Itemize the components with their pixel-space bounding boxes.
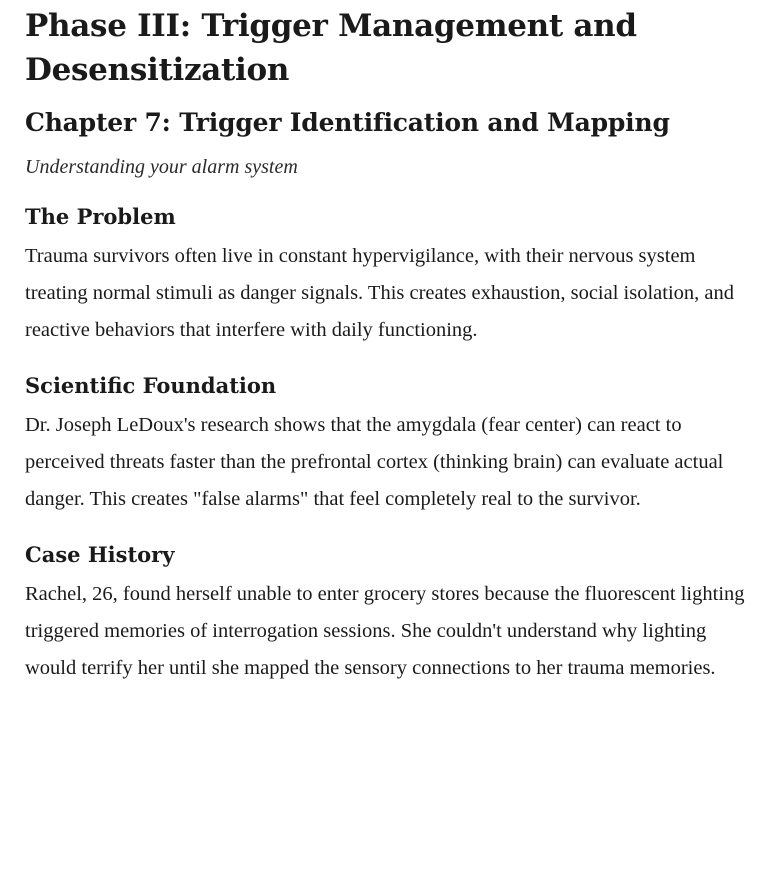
section-scientific-foundation (25, 371, 749, 518)
chapter-title: Chapter 7: Trigger Identification and Mapping (25, 108, 670, 137)
section-heading: Case History (25, 542, 175, 567)
section-body: Rachel, 26, found herself unable to enter grocery stores because the fluorescent lighting triggered memories of interrogation sessions. She couldn't understand why lighting would terrify her until she mapped the sensory connections to her trauma memories. (25, 583, 745, 679)
phase-title: Phase III: Trigger Management and Desensitization (25, 8, 637, 88)
section-heading: The Problem (25, 204, 176, 229)
section-body: Dr. Joseph LeDoux's research shows that the amygdala (fear center) can react to perceived threats faster than the prefrontal cortex (thinking brain) can evaluate actual danger. This creates "false alarms" that feel completely real to the survivor. (25, 414, 724, 510)
section-body: Trauma survivors often live in constant hypervigilance, with their nervous system treating normal stimuli as danger signals. This creates exhaustion, social isolation, and reactive behaviors that interfere with daily functioning. (25, 245, 734, 341)
section-heading: Scientific Foundation (25, 373, 277, 398)
chapter-subtitle: Understanding your alarm system (25, 156, 298, 178)
section-the-problem (25, 202, 749, 349)
section-case-history (25, 540, 749, 687)
